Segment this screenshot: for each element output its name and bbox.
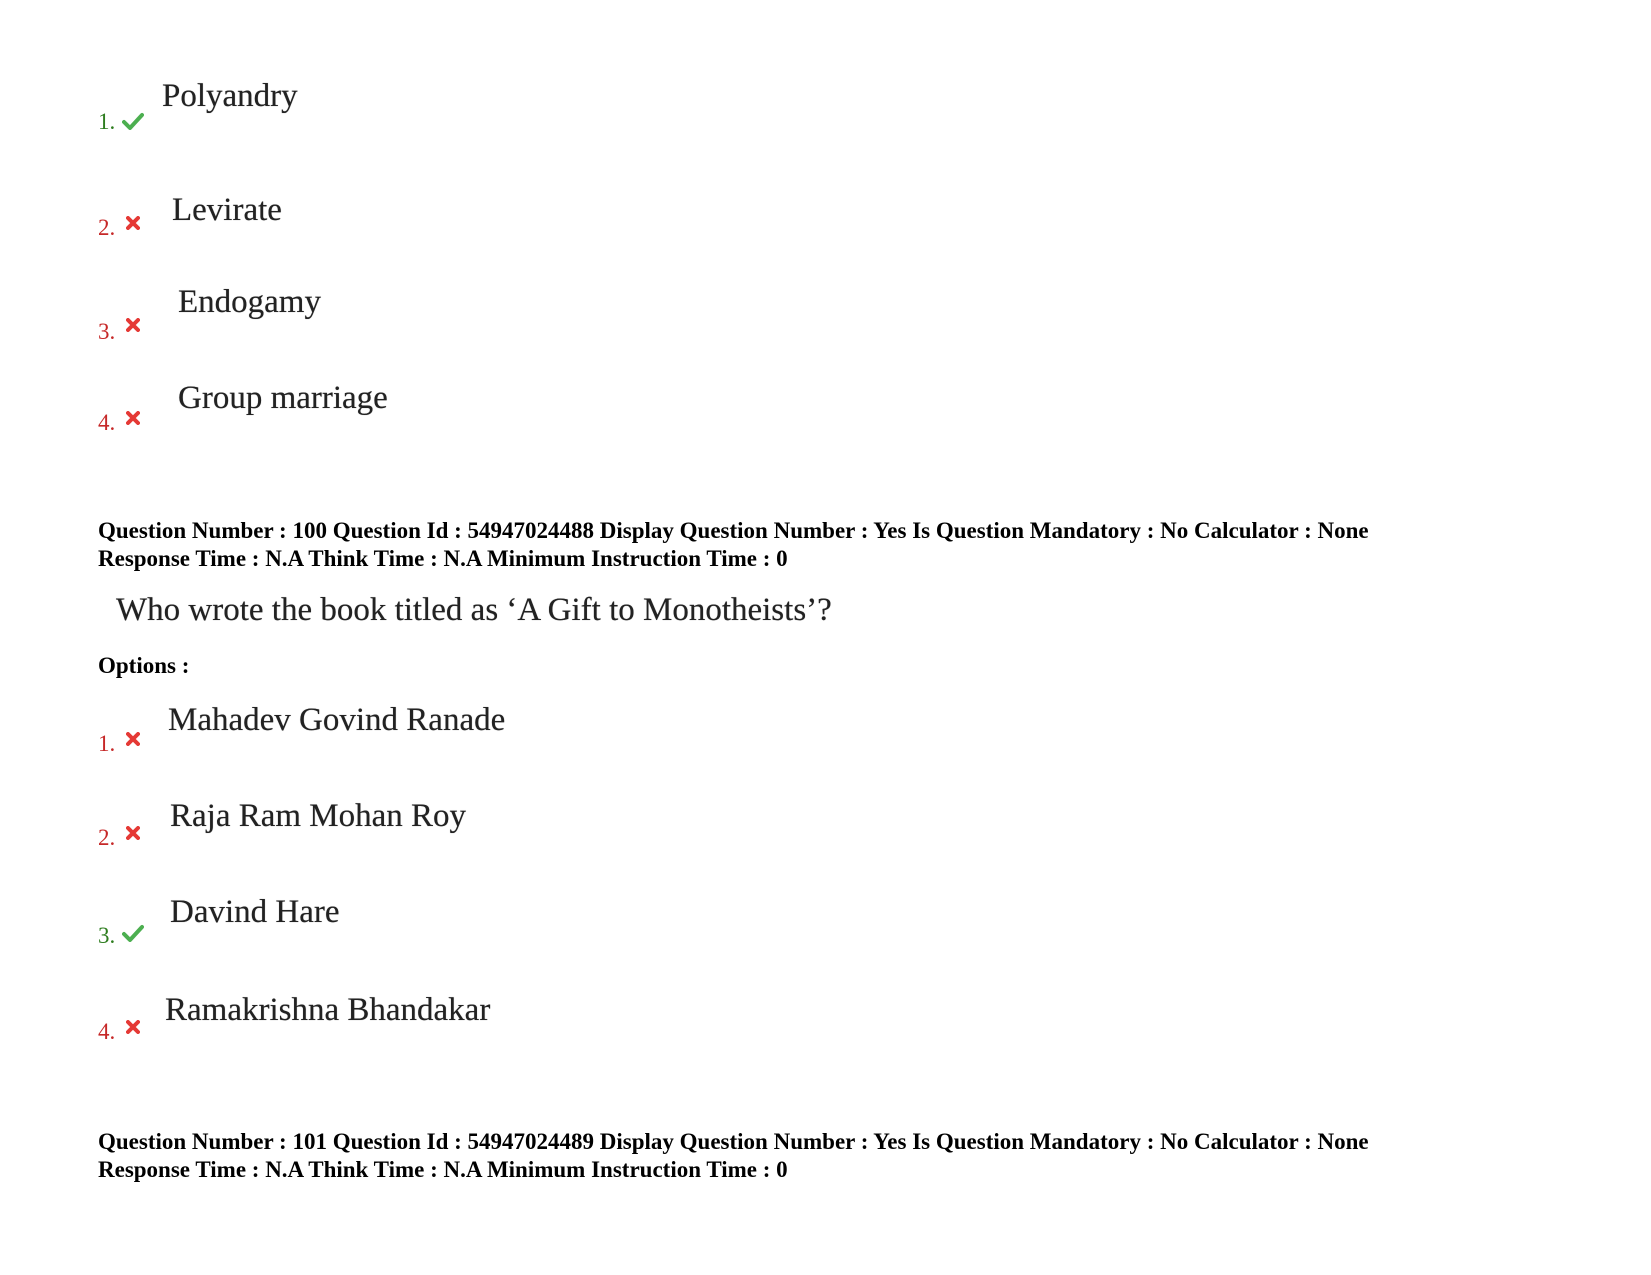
option-text: Levirate (172, 192, 282, 228)
q101-meta-line-1: Question Number : 101 Question Id : 54947024489 Display Question Number : Yes Is Question Mandatory : No Calculator : None (98, 1129, 1369, 1154)
check-icon (122, 924, 144, 942)
q99-option-3 (98, 284, 798, 344)
q100-option-3 (98, 894, 798, 954)
option-text: Polyandry (162, 78, 298, 114)
q100-option-4 (98, 992, 798, 1052)
option-number: 3. (98, 319, 116, 344)
check-icon (122, 112, 144, 130)
q100-meta-line-1: Question Number : 100 Question Id : 54947024488 Display Question Number : Yes Is Question Mandatory : No Calculator : None (98, 518, 1369, 543)
q100-option-1 (98, 702, 798, 762)
cross-icon (126, 318, 140, 332)
q101-meta-line-2: Response Time : N.A Think Time : N.A Minimum Instruction Time : 0 (98, 1157, 788, 1182)
option-text: Group marriage (178, 380, 388, 416)
q99-option-2 (98, 186, 798, 246)
q100-option-2 (98, 798, 798, 858)
option-number: 3. (98, 923, 116, 948)
cross-icon (126, 411, 140, 425)
option-number: 1. (98, 109, 116, 134)
option-number: 4. (98, 1019, 116, 1044)
q100-options-label: Options : (98, 653, 190, 678)
option-text: Mahadev Govind Ranade (168, 702, 506, 738)
q100-question-text: Who wrote the book titled as ‘A Gift to Monotheists’? (116, 592, 832, 628)
option-text: Endogamy (178, 284, 321, 320)
option-text: Raja Ram Mohan Roy (170, 798, 467, 834)
option-number: 4. (98, 410, 116, 435)
option-number: 2. (98, 825, 116, 850)
cross-icon (126, 216, 140, 230)
option-number: 2. (98, 215, 116, 240)
cross-icon (126, 732, 140, 746)
option-text: Ramakrishna Bhandakar (165, 992, 491, 1028)
option-number: 1. (98, 731, 116, 756)
q99-option-1 (98, 78, 798, 138)
cross-icon (126, 1020, 140, 1034)
q100-meta-line-2: Response Time : N.A Think Time : N.A Minimum Instruction Time : 0 (98, 546, 788, 571)
cross-icon (126, 826, 140, 840)
option-text: Davind Hare (170, 894, 340, 930)
q99-option-4 (98, 380, 798, 440)
